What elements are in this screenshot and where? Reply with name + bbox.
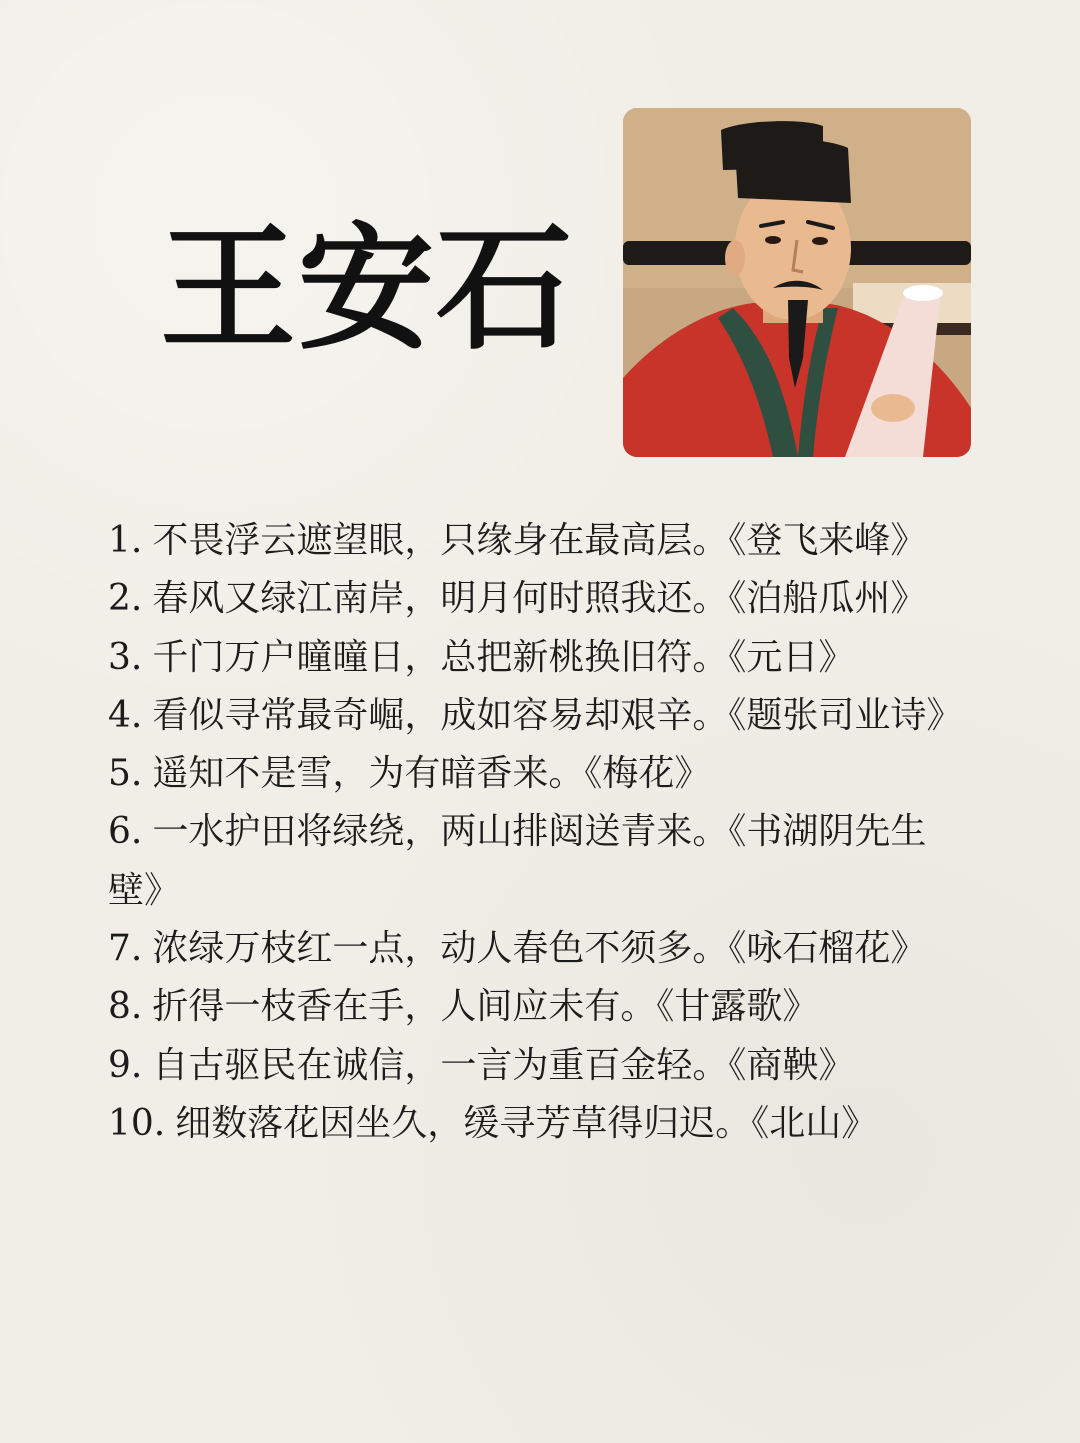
- poem-item: [108, 687, 978, 745]
- poem-number: 10.: [108, 1102, 166, 1144]
- poem-item: [108, 1095, 978, 1153]
- poem-item: [108, 978, 978, 1036]
- poem-number: 2.: [108, 578, 143, 620]
- poem-number: 1.: [108, 520, 143, 561]
- poem-text: 不畏浮云遮望眼，只缘身在最高层。《登飞来峰》: [152, 520, 927, 561]
- poem-text: 折得一枝香在手，人间应未有。《甘露歌》: [152, 986, 819, 1028]
- poem-item: [108, 1037, 978, 1095]
- poem-text: 看似寻常最奇崛，成如容易却艰辛。《题张司业诗》: [152, 694, 963, 736]
- poem-text: 一水护田将绿绕，两山排闼送青来。《书湖阴先生壁》: [108, 811, 927, 911]
- wang-anshi-portrait-icon: [623, 108, 971, 457]
- poem-item: [108, 570, 978, 628]
- poem-item: [108, 803, 978, 920]
- poem-text: 遥知不是雪，为有暗香来。《梅花》: [152, 753, 711, 795]
- poem-text: 浓绿万枝红一点，动人春色不须多。《咏石榴花》: [152, 928, 927, 970]
- poem-item: [108, 512, 978, 570]
- poem-number: 3.: [108, 636, 143, 678]
- poem-list: [108, 512, 978, 1153]
- poem-text: 千门万户曈曈日，总把新桃换旧符。《元日》: [152, 636, 855, 678]
- poem-number: 8.: [108, 986, 143, 1028]
- poem-item: [108, 629, 978, 687]
- poem-text: 春风又绿江南岸，明月何时照我还。《泊船瓜州》: [152, 578, 927, 620]
- poem-number: 9.: [108, 1044, 143, 1086]
- poem-text: 细数落花因坐久，缓寻芳草得归迟。《北山》: [175, 1102, 878, 1144]
- poem-item: [108, 920, 978, 978]
- poem-number: 5.: [108, 753, 143, 795]
- page-title: 王安石: [160, 211, 574, 369]
- poem-number: 6.: [108, 811, 143, 853]
- poem-text: 自古驱民在诚信，一言为重百金轻。《商鞅》: [152, 1044, 855, 1086]
- poem-number: 7.: [108, 928, 143, 970]
- portrait-image: [623, 108, 971, 457]
- poem-number: 4.: [108, 694, 143, 736]
- poem-item: [108, 745, 978, 803]
